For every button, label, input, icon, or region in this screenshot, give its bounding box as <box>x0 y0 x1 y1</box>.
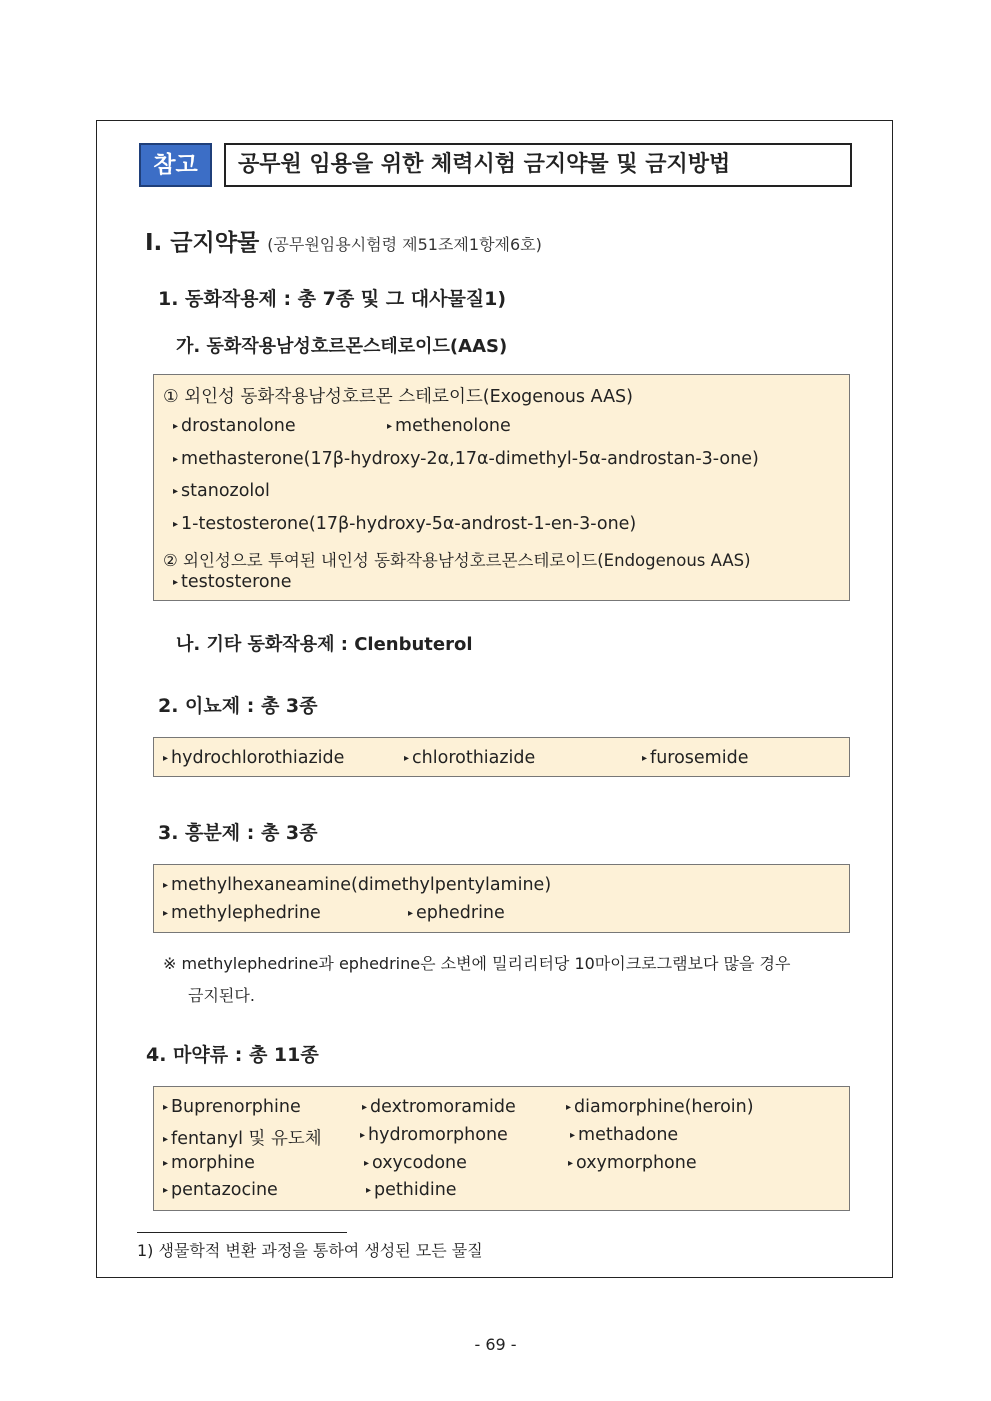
bullet-icon: ▸ <box>568 1158 574 1169</box>
bullet-icon: ▸ <box>163 908 169 919</box>
bullet-icon: ▸ <box>364 1158 370 1169</box>
list-item: ▸ pethidine <box>366 1180 457 1200</box>
bullet-icon: ▸ <box>173 519 179 530</box>
bullet-icon: ▸ <box>173 486 179 497</box>
stimulants-box <box>153 864 850 933</box>
list-item: ▸ methylhexaneamine(dimethylpentylamine) <box>163 875 552 895</box>
bullet-icon: ▸ <box>163 880 169 891</box>
endogenous-title: ② 외인성으로 투여된 내인성 동화작용남성호르몬스테로이드(Endogenous AAS) <box>163 551 751 570</box>
page-number: - 69 - <box>474 1335 517 1354</box>
list-item: ▸ dextromoramide <box>362 1097 516 1117</box>
bullet-icon: ▸ <box>173 454 179 465</box>
list-item: ▸ hydrochlorothiazide <box>163 748 345 768</box>
list-item: ▸ drostanolone <box>173 416 296 436</box>
list-item: ▸ pentazocine <box>163 1180 278 1200</box>
other-anabolic-heading: 나. 기타 동화작용제 : Clenbuterol <box>176 634 473 655</box>
bullet-icon: ▸ <box>366 1185 372 1196</box>
footnote-divider <box>137 1232 347 1233</box>
diuretics-box <box>153 737 850 777</box>
bullet-icon: ▸ <box>566 1102 572 1113</box>
bullet-icon: ▸ <box>360 1130 366 1141</box>
stimulant-note: ※ methylephedrine과 ephedrine은 소변에 밀리리터당 10마이크로그램보다 많을 경우 <box>163 954 791 973</box>
section-heading <box>145 224 542 257</box>
narcotics-box <box>153 1086 850 1211</box>
bullet-icon: ▸ <box>404 753 410 764</box>
bullet-icon: ▸ <box>362 1102 368 1113</box>
footnote: 1) 생물학적 변환 과정을 통하여 생성된 모든 물질 <box>137 1241 483 1260</box>
exogenous-title: ① 외인성 동화작용남성호르몬 스테로이드(Exogenous AAS) <box>163 387 633 407</box>
bullet-icon: ▸ <box>163 1158 169 1169</box>
list-item: ▸ methasterone(17β-hydroxy-2α,17α-dimethyl-5α-androstan-3-one) <box>173 449 759 469</box>
bullet-icon: ▸ <box>173 577 179 588</box>
list-item: ▸ fentanyl 및 유도체 <box>163 1129 322 1149</box>
list-item: ▸ ephedrine <box>408 903 505 923</box>
bullet-icon: ▸ <box>570 1130 576 1141</box>
bullet-icon: ▸ <box>387 421 393 432</box>
list-item: ▸ 1-testosterone(17β-hydroxy-5α-androst-1-en-3-one) <box>173 514 637 534</box>
stimulants-heading: 3. 흥분제 : 총 3종 <box>158 822 318 844</box>
bullet-icon: ▸ <box>163 1185 169 1196</box>
list-item: ▸ methadone <box>570 1125 679 1145</box>
list-item: ▸ oxymorphone <box>568 1153 697 1173</box>
aas-box <box>153 374 850 601</box>
list-item: ▸ morphine <box>163 1153 255 1173</box>
section-title: Ⅰ. 금지약물 <box>145 230 260 256</box>
stimulant-note-cont: 금지된다. <box>188 986 255 1005</box>
list-item: ▸ Buprenorphine <box>163 1097 301 1117</box>
bullet-icon: ▸ <box>642 753 648 764</box>
narcotics-heading: 4. 마약류 : 총 11종 <box>146 1044 319 1066</box>
reference-badge: 참고 <box>139 143 212 187</box>
bullet-icon: ▸ <box>173 421 179 432</box>
anabolic-heading: 1. 동화작용제 : 총 7종 및 그 대사물질1) <box>158 288 507 310</box>
list-item: ▸ methenolone <box>387 416 511 436</box>
list-item: ▸ methylephedrine <box>163 903 321 923</box>
list-item: ▸ diamorphine(heroin) <box>566 1097 754 1117</box>
section-source: (공무원임용시험령 제51조제1항제6호) <box>267 235 542 254</box>
list-item: ▸ stanozolol <box>173 481 270 501</box>
list-item: ▸ furosemide <box>642 748 749 768</box>
page-title: 공무원 임용을 위한 체력시험 금지약물 및 금지방법 <box>224 143 852 187</box>
diuretics-heading: 2. 이뇨제 : 총 3종 <box>158 695 318 717</box>
bullet-icon: ▸ <box>408 908 414 919</box>
bullet-icon: ▸ <box>163 1134 169 1145</box>
list-item: ▸ chlorothiazide <box>404 748 536 768</box>
bullet-icon: ▸ <box>163 1102 169 1113</box>
aas-heading: 가. 동화작용남성호르몬스테로이드(AAS) <box>176 336 508 357</box>
list-item: ▸ hydromorphone <box>360 1125 508 1145</box>
list-item: ▸ testosterone <box>173 572 292 592</box>
bullet-icon: ▸ <box>163 753 169 764</box>
list-item: ▸ oxycodone <box>364 1153 467 1173</box>
